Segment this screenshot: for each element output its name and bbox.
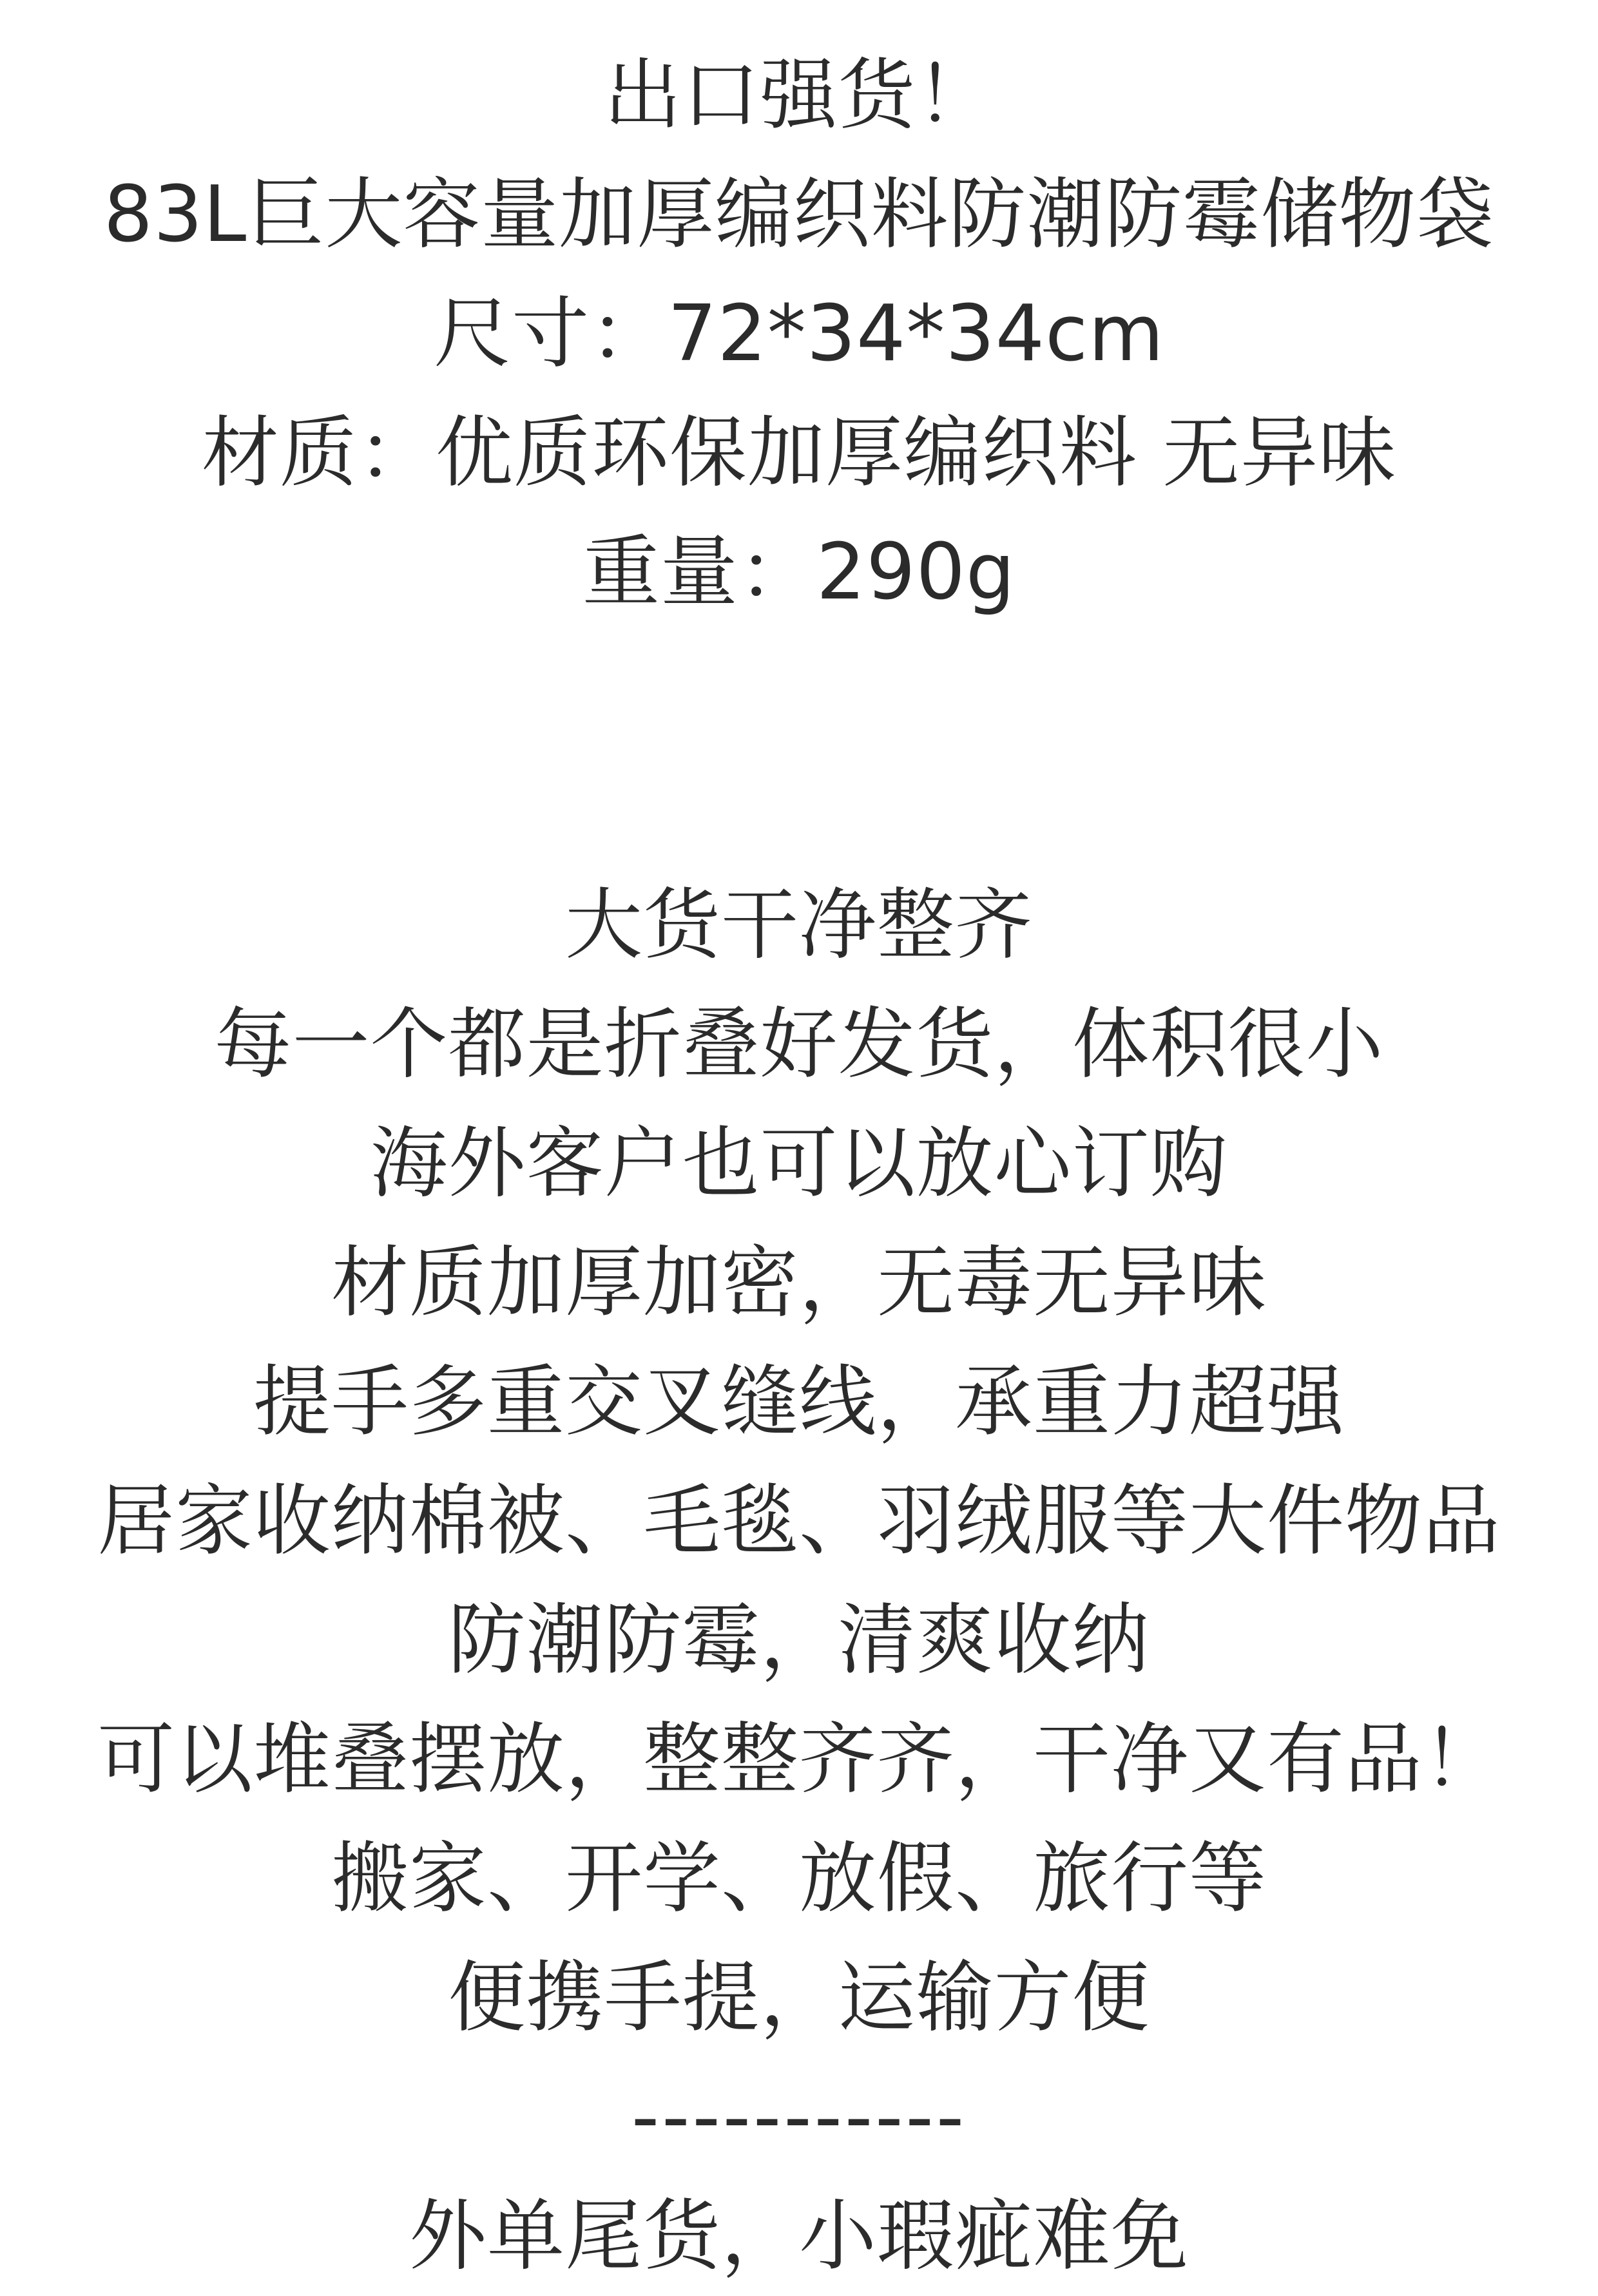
feature-line: 防潮防霉，清爽收纳	[448, 1596, 1150, 1685]
product-name: 83L巨大容量加厚编织料防潮防霉储物袋	[103, 170, 1495, 260]
feature-line: 每一个都是折叠好发货，体积很小	[214, 1000, 1384, 1089]
feature-line: 大货干净整齐	[565, 881, 1033, 970]
headline: 出口强货！	[604, 51, 994, 140]
blank-gap	[0, 632, 1598, 866]
feature-line: 材质加厚加密，无毒无异味	[331, 1238, 1267, 1328]
feature-line: 搬家、开学、放假、旅行等	[331, 1834, 1267, 1924]
dashed-divider: -----------	[631, 2072, 967, 2162]
weight-spec: 重量：290g	[582, 528, 1016, 617]
feature-line: 提手多重交叉缝线，承重力超强	[253, 1357, 1345, 1447]
feature-line: 海外客户也可以放心订购	[370, 1119, 1228, 1209]
material-spec: 材质：优质环保加厚编织料 无异味	[201, 408, 1397, 498]
feature-line: 居家收纳棉被、毛毯、羽绒服等大件物品	[97, 1477, 1501, 1566]
footer-note: 外单尾货，小瑕疵难免	[409, 2192, 1189, 2281]
feature-line: 可以堆叠摆放，整整齐齐，干净又有品！	[97, 1715, 1501, 1804]
feature-line: 便携手提，运输方便	[448, 1953, 1150, 2043]
size-spec: 尺寸：72*34*34cm	[434, 289, 1164, 379]
